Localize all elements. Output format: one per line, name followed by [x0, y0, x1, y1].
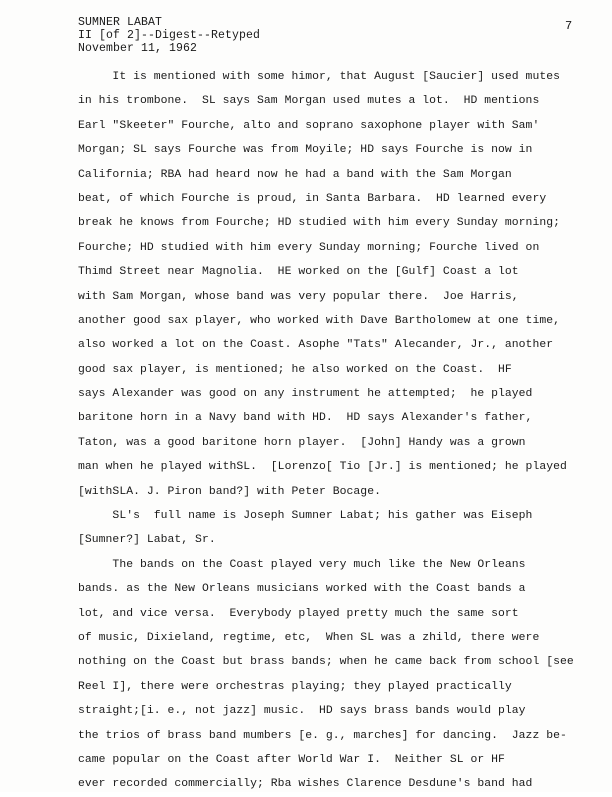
body-text-line: Taton, was a good baritone horn player. [John] Handy was a grown — [78, 436, 526, 449]
body-text-line: of music, Dixieland, regtime, etc, When SL was a zhild, there were — [78, 631, 540, 644]
body-text-line: the trios of brass band mumbers [e. g., marches] for dancing. Jazz be- — [78, 729, 567, 742]
body-text-line: straight;[i. e., not jazz] music. HD says brass bands would play — [78, 705, 526, 718]
body-text-line: Thimd Street near Magnolia. HE worked on the [Gulf] Coast a lot — [78, 266, 519, 279]
body-text-line: also worked a lot on the Coast. Asophe "Tats" Alecander, Jr., another — [78, 339, 554, 352]
body-text-line: with Sam Morgan, whose band was very popular there. Joe Harris, — [78, 290, 519, 303]
body-text-line: Morgan; SL says Fourche was from Moyile; HD says Fourche is now in — [78, 144, 533, 157]
page-number: 7 — [565, 19, 573, 33]
header-reel-info: II [of 2]--Digest--Retyped — [78, 29, 261, 42]
body-text-line: California; RBA had heard now he had a band with the Sam Morgan — [78, 168, 512, 181]
body-text-line: break he knows from Fourche; HD studied with him every Sunday morning; — [78, 217, 560, 230]
body-text-line: another good sax player, who worked with Dave Bartholomew at one time, — [78, 314, 560, 327]
body-text-line: [withSLA. J. Piron band?] with Peter Bocage. — [78, 485, 381, 498]
header-date: November 11, 1962 — [78, 42, 198, 55]
body-text-line: ever recorded commercially; Rba wishes Clarence Desdune's band had — [78, 778, 533, 791]
body-text-line: SL's full name is Joseph Sumner Labat; his gather was Eiseph — [78, 510, 533, 523]
body-text-line: Earl "Skeeter" Fourche, alto and soprano saxophone player with Sam' — [78, 119, 540, 132]
document-header — [78, 16, 260, 55]
body-text-line: Reel I], there were orchestras playing; they played practically — [78, 680, 512, 693]
body-text-line: It is mentioned with some himor, that August [Saucier] used mutes — [78, 71, 560, 83]
body-text-line: lot, and vice versa. Everybody played pretty much the same sort — [78, 607, 519, 620]
body-text-line: Fourche; HD studied with him every Sunday morning; Fourche lived on — [78, 241, 540, 254]
body-text-line: bands. as the New Orleans musicians worked with the Coast bands a — [78, 583, 526, 596]
body-text-line: nothing on the Coast but brass bands; when he came back from school [see — [78, 656, 574, 669]
body-text-line: came popular on the Coast after World War I. Neither SL or HF — [78, 753, 505, 766]
header-interviewee-name: SUMNER LABAT — [78, 16, 163, 29]
body-text-line: baritone horn in a Navy band with HD. HD says Alexander's father, — [78, 412, 533, 425]
body-text-line: says Alexander was good on any instrument he attempted; he played — [78, 388, 533, 401]
body-text-line: The bands on the Coast played very much like the New Orleans — [78, 558, 526, 571]
body-text-line: [Sumner?] Labat, Sr. — [78, 534, 216, 547]
body-text-line: in his trombone. SL says Sam Morgan used mutes a lot. HD mentions — [78, 95, 540, 108]
body-text-line: good sax player, is mentioned; he also worked on the Coast. HF — [78, 363, 512, 376]
body-text-line: man when he played withSL. [Lorenzo[ Tio [Jr.] is mentioned; he played — [78, 461, 567, 474]
document-body — [78, 65, 606, 797]
body-text-line: beat, of which Fourche is proud, in Santa Barbara. HD learned every — [78, 192, 547, 205]
